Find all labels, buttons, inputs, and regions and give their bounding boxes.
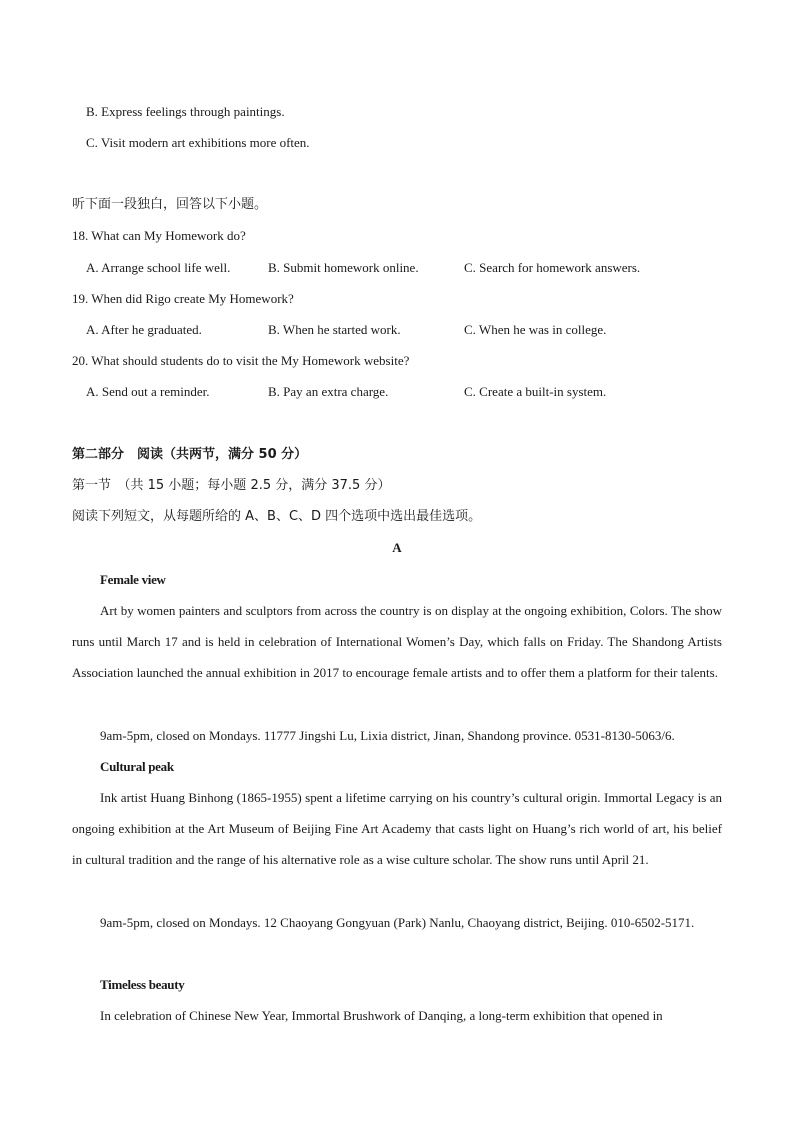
info-cultural-peak: 9am-5pm, closed on Mondays. 12 Chaoyang Gongyuan (Park) Nanlu, Chaoyang district, Beijing. 010-6502-5171.	[100, 915, 695, 930]
question-18-option-b: B. Submit homework online.	[268, 260, 419, 275]
paragraph-female-view: Art by women painters and sculptors from across the country is on display at the ongoing exhibition, Colors. The show runs until March 17 and is held in celebration of International Women’s Day, which falls on Friday. The Shandong Artists Association launched the annual exhibition in 2017 to encourage female artists and to offer them a platform for their talents.	[72, 603, 722, 680]
reading-instruction: 阅读下列短文，从每题所给的 A、B、C、D 四个选项中选出最佳选项。	[72, 509, 482, 524]
part2-title: 第二部分 阅读（共两节，满分 50 分）	[72, 447, 308, 462]
question-19-stem: 19. When did Rigo create My Homework?	[72, 291, 294, 306]
question-20-option-c: C. Create a built-in system.	[464, 384, 607, 399]
question-18-stem: 18. What can My Homework do?	[72, 228, 246, 243]
heading-timeless-beauty: Timeless beauty	[100, 977, 185, 992]
monologue-instruction: 听下面一段独白，回答以下小题。	[72, 197, 268, 212]
paragraph-timeless-beauty: In celebration of Chinese New Year, Immortal Brushwork of Danqing, a long-term exhibition that opened in	[100, 1008, 663, 1023]
option-b-prev: B. Express feelings through paintings.	[86, 104, 285, 119]
question-20-option-b: B. Pay an extra charge.	[268, 384, 389, 399]
question-19-option-a: A. After he graduated.	[86, 322, 202, 337]
question-18-option-a: A. Arrange school life well.	[86, 260, 231, 275]
option-c-prev: C. Visit modern art exhibitions more often.	[86, 135, 310, 150]
heading-cultural-peak: Cultural peak	[100, 759, 174, 774]
question-19-option-b: B. When he started work.	[268, 322, 401, 337]
heading-female-view: Female view	[100, 572, 166, 587]
info-female-view: 9am-5pm, closed on Mondays. 11777 Jingshi Lu, Lixia district, Jinan, Shandong province. 0531-8130-5063/6.	[100, 728, 675, 743]
section1-title: 第一节 （共 15 小题；每小题 2.5 分，满分 37.5 分）	[72, 478, 391, 493]
question-18-option-c: C. Search for homework answers.	[464, 260, 641, 275]
passage-label: A	[392, 540, 402, 555]
question-20-option-a: A. Send out a reminder.	[86, 384, 210, 399]
question-19-option-c: C. When he was in college.	[464, 322, 607, 337]
question-20-stem: 20. What should students do to visit the My Homework website?	[72, 353, 410, 368]
paragraph-cultural-peak: Ink artist Huang Binhong (1865-1955) spent a lifetime carrying on his country’s cultural origin. Immortal Legacy is an ongoing exhibition at the Art Museum of Beijing Fine Art Academy that casts light on Huang’s rich world of art, his belief in cultural tradition and the range of his alternative role as a wise culture scholar. The show runs until April 21.	[72, 790, 722, 867]
